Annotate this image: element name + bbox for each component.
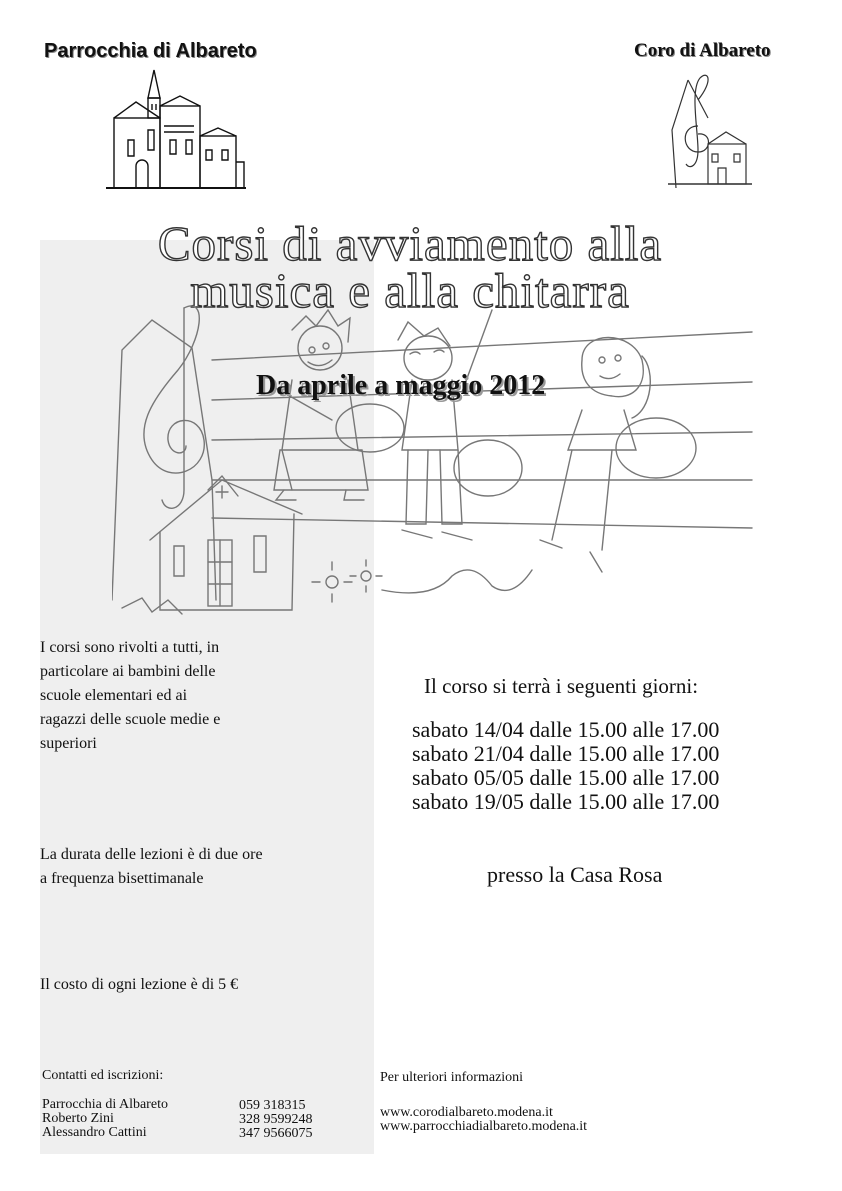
contacts-title: Contatti ed iscrizioni: [42, 1068, 164, 1083]
website-link: www.parrocchiadialbareto.modena.it [380, 1119, 588, 1134]
contact-phone: 059 318315 [239, 1098, 306, 1113]
intro-line: ragazzi delle scuole medie e [40, 711, 221, 728]
contact-name: Parrocchia di Albareto [42, 1097, 168, 1112]
contact-phone: 328 9599248 [239, 1112, 313, 1127]
contact-phone: 347 9566075 [239, 1126, 313, 1141]
date-range-heading: Da aprile a maggio 2012 [256, 370, 546, 401]
contacts-names [42, 1098, 168, 1140]
choir-logo-icon [668, 70, 752, 188]
duration-text [40, 843, 360, 891]
intro-text [40, 636, 340, 756]
title-line-1: Corsi di avviamento alla [157, 216, 663, 271]
contact-name: Alessandro Cattini [42, 1125, 147, 1140]
children-guitars-illustration [112, 300, 760, 620]
schedule-item: sabato 05/05 dalle 15.00 alle 17.00 [412, 765, 720, 790]
choir-name: Coro di Albareto [634, 40, 771, 61]
schedule-item: sabato 21/04 dalle 15.00 alle 17.00 [412, 741, 720, 766]
schedule-item: sabato 14/04 dalle 15.00 alle 17.00 [412, 717, 720, 742]
contacts-phones [239, 1099, 313, 1141]
church-icon [106, 66, 246, 190]
location-text: presso la Casa Rosa [487, 862, 663, 887]
schedule-list [412, 718, 719, 814]
duration-line: a frequenza bisettimanale [40, 870, 204, 887]
contact-name: Roberto Zini [42, 1111, 114, 1126]
intro-line: particolare ai bambini delle [40, 663, 216, 680]
duration-line: La durata delle lezioni è di due ore [40, 846, 263, 863]
website-link: www.corodialbareto.modena.it [380, 1105, 553, 1120]
parish-name: Parrocchia di Albareto [44, 40, 257, 62]
intro-line: I corsi sono rivolti a tutti, in [40, 639, 220, 656]
info-title: Per ulteriori informazioni [380, 1070, 524, 1085]
schedule-item: sabato 19/05 dalle 15.00 alle 17.00 [412, 789, 720, 814]
title-line-2: musica e alla chitarra [190, 263, 630, 318]
intro-line: scuole elementari ed ai [40, 687, 188, 704]
intro-line: superiori [40, 735, 97, 752]
cost-text: Il costo di ogni lezione è di 5 € [40, 976, 239, 993]
schedule-heading: Il corso si terrà i seguenti giorni: [424, 674, 699, 698]
info-links [380, 1106, 587, 1134]
